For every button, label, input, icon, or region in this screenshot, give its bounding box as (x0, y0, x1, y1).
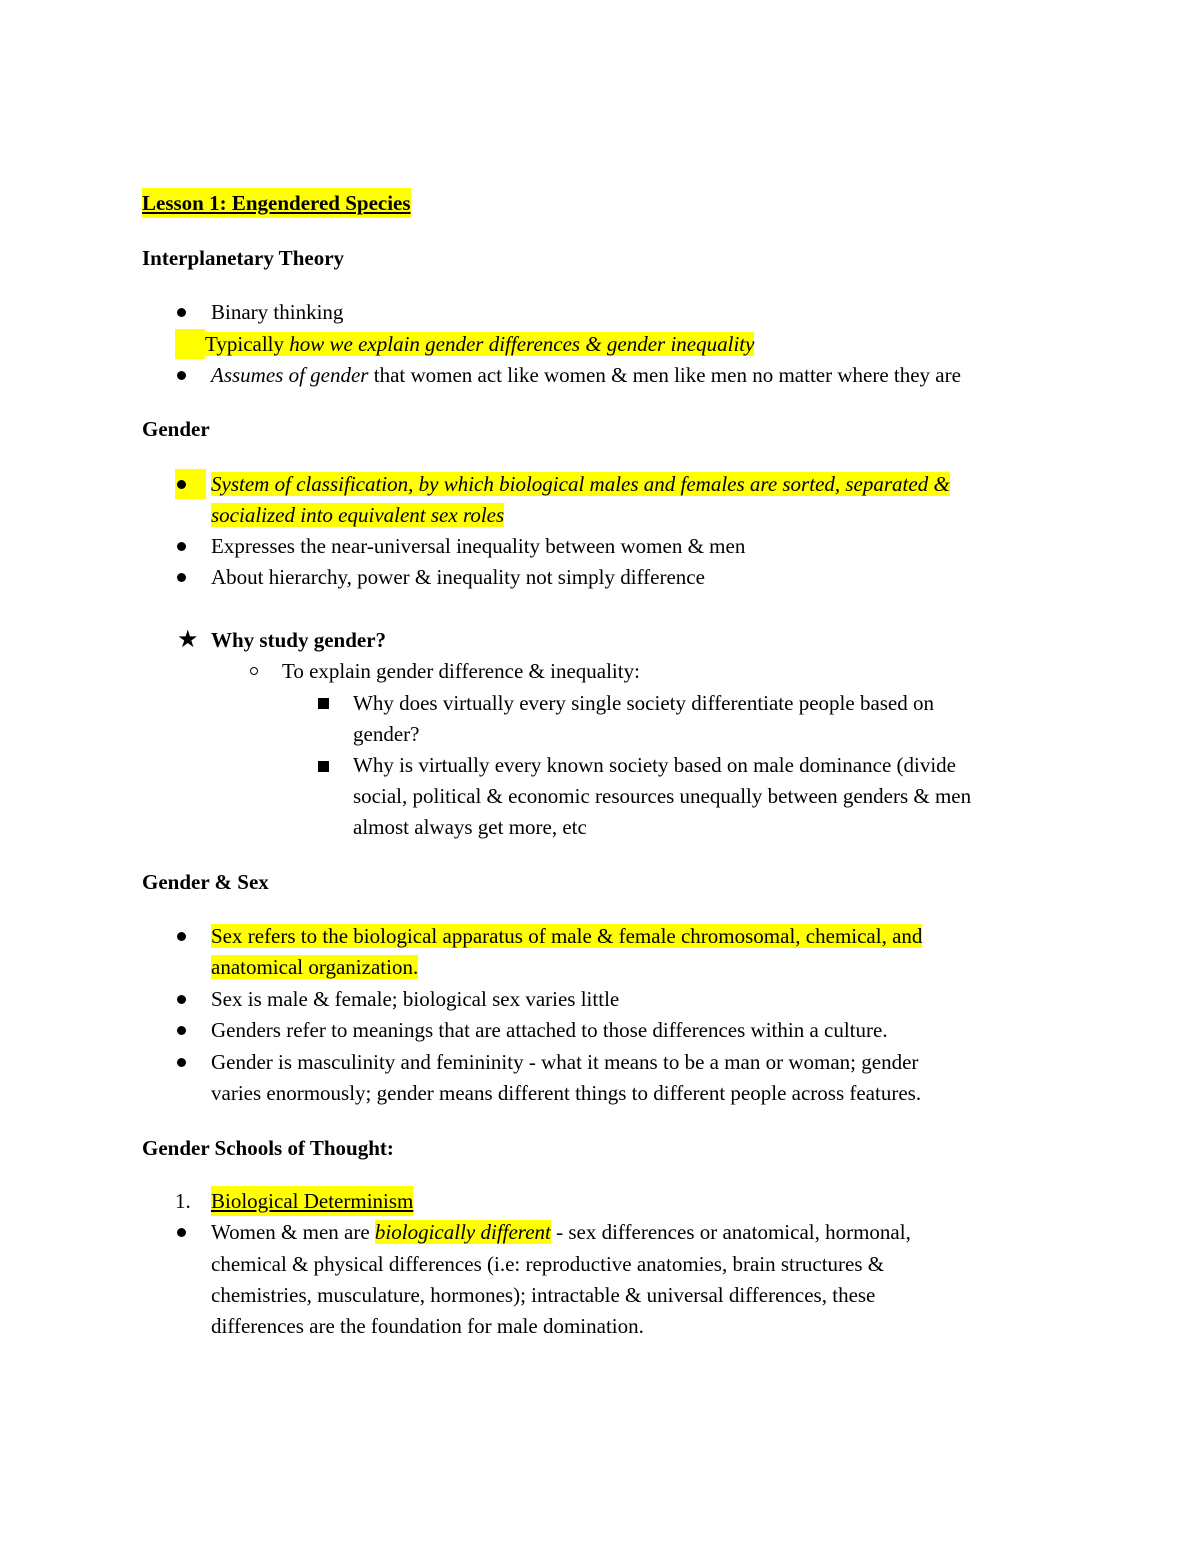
list-item: Why does virtually every single society differentiate people based on (353, 691, 935, 715)
bullet-icon (177, 1228, 186, 1237)
bullet-icon (177, 308, 186, 317)
list-item-continuation: varies enormously; gender means different things to different people across features. (211, 1081, 922, 1105)
list-item: Sex is male & female; biological sex varies little (211, 987, 620, 1011)
list-item: System of classification, by which biological males and females are sorted, separated & (211, 472, 950, 496)
hollow-circle-icon (250, 667, 258, 675)
list-item-continuation: socialized into equivalent sex roles (211, 503, 505, 527)
list-item: Genders refer to meanings that are attached to those differences within a culture. (211, 1018, 888, 1042)
heading-interplanetary-theory: Interplanetary Theory (142, 246, 345, 270)
bullet-icon (177, 995, 186, 1004)
list-item-continuation: social, political & economic resources unequally between genders & men (353, 784, 972, 808)
heading-gender: Gender (142, 417, 210, 441)
list-item-continuation: chemistries, musculature, hormones); intractable & universal differences, these (211, 1283, 876, 1307)
list-item: Assumes of gender that women act like women & men like men no matter where they are (211, 363, 961, 387)
list-item: To explain gender difference & inequality: (282, 659, 640, 683)
bullet-icon (177, 573, 186, 582)
list-number: 1. (175, 1189, 191, 1213)
list-item-continuation: anatomical organization. (211, 955, 419, 979)
heading-why-study-gender: Why study gender? (211, 628, 387, 652)
list-item: Sex refers to the biological apparatus of male & female chromosomal, chemical, and (211, 924, 923, 948)
list-item: Binary thinking (211, 300, 344, 324)
bullet-icon (177, 1058, 186, 1067)
lesson-title: Lesson 1: Engendered Species (142, 188, 411, 218)
list-item: Women & men are biologically different - sex differences or anatomical, hormonal, (211, 1220, 911, 1244)
heading-gender-and-sex: Gender & Sex (142, 870, 269, 894)
list-item-continuation: differences are the foundation for male domination. (211, 1314, 644, 1338)
list-item-biological-determinism: Biological Determinism (211, 1186, 413, 1216)
bullet-icon (177, 1026, 186, 1035)
list-item: Why is virtually every known society based on male dominance (divide (353, 753, 957, 777)
heading-gender-schools-of-thought: Gender Schools of Thought: (142, 1136, 394, 1160)
list-item-continuation: almost always get more, etc (353, 815, 587, 839)
bullet-icon (177, 480, 186, 489)
bullet-icon (177, 542, 186, 551)
square-bullet-icon (318, 761, 329, 772)
list-item-continuation: gender? (353, 722, 420, 746)
list-item-continuation: chemical & physical differences (i.e: reproductive anatomies, brain structures & (211, 1252, 885, 1276)
list-item: Gender is masculinity and femininity - what it means to be a man or woman; gender (211, 1050, 919, 1074)
list-item: Typically how we explain gender differences & gender inequality (175, 329, 754, 359)
bullet-icon (177, 371, 186, 380)
star-icon: ★ (177, 627, 199, 653)
list-item: About hierarchy, power & inequality not simply difference (211, 565, 705, 589)
list-item: Expresses the near-universal inequality between women & men (211, 534, 746, 558)
square-bullet-icon (318, 698, 329, 709)
bullet-icon (177, 932, 186, 941)
